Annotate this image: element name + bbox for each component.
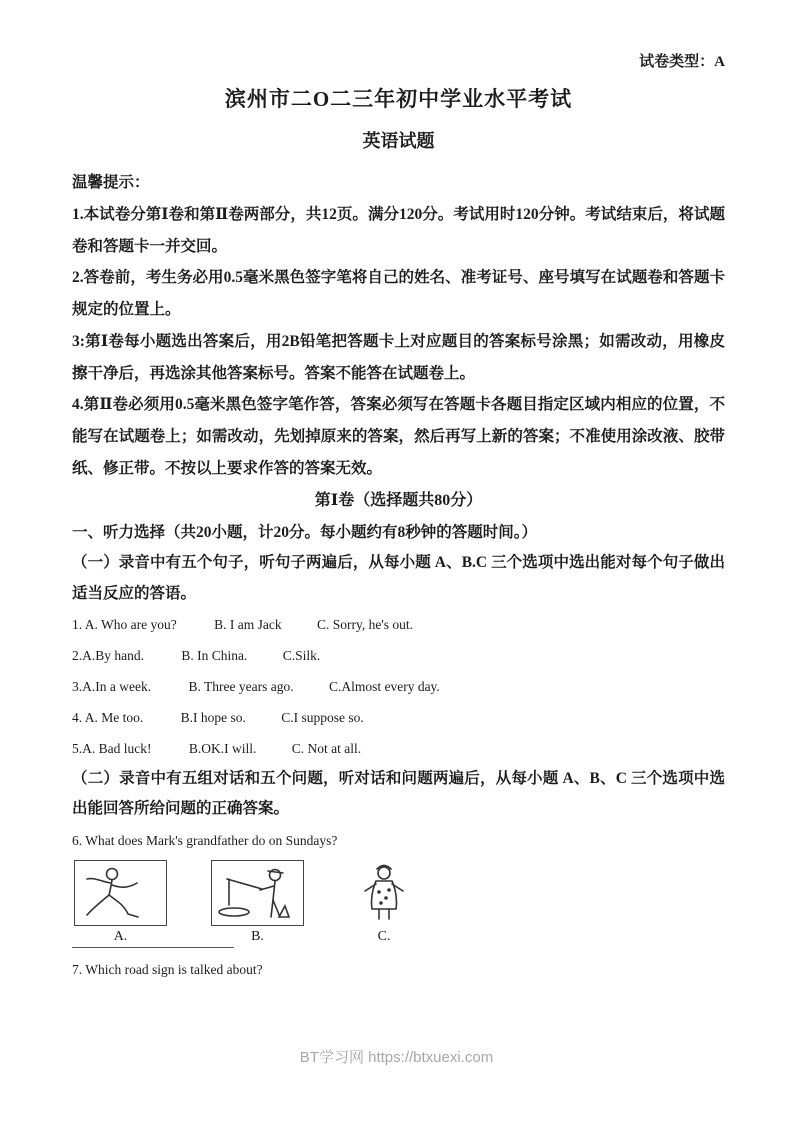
picture-label-b: B.: [251, 928, 264, 944]
picture-label-a: A.: [113, 928, 128, 944]
q5-option-c: C. Not at all.: [291, 741, 362, 757]
q4-option-b: B.I hope so.: [180, 710, 246, 725]
fishing-image: [211, 860, 304, 926]
taichi-drawing: [76, 862, 166, 924]
notice-1: 1.本试卷分第Ⅰ卷和第Ⅱ卷两部分，共12页。满分120分。考试用时120分钟。考试结束后，将试题卷和答题卡一并交回。: [72, 205, 725, 255]
q4-option-a: 4. A. Me too.: [72, 710, 144, 725]
part1-instruction: （一）录音中有五个句子，听句子两遍后，从每小题 A、B.C 三个选项中选出能对每个句子做出适当反应的答语。: [72, 554, 725, 602]
exam-subtitle: 英语试题: [362, 131, 435, 151]
q5-option-a: 5.A. Bad luck!: [72, 741, 152, 757]
grandmother-image: [348, 860, 420, 926]
question-row-5: [72, 733, 725, 764]
q1-option-a: 1. A. Who are you?: [72, 616, 177, 632]
q2-option-a: 2.A.By hand.: [72, 647, 144, 663]
question-row-3: [72, 671, 725, 702]
notice-3: 3:第Ⅰ卷每小题选出答案后，用2B铅笔把答题卡上对应题目的答案标号涂黑；如需改动，用橡皮擦干净后，再选涂其他答案标号。答案不能答在试题卷上。: [72, 332, 725, 382]
tips-heading: 温馨提示：: [72, 174, 150, 191]
part2-instruction: （二）录音中有五组对话和五个问题，听对话和问题两遍后，从每小题 A、B、C 三个选项中选出能回答所给问题的正确答案。: [72, 770, 725, 818]
watermark-footer: BT学习网 https://btxuexi.com: [299, 1049, 494, 1066]
section1-title: 第Ⅰ卷（选择题共80分）: [314, 491, 483, 509]
listening-heading: 一、听力选择（共20小题，计20分。每小题约有8秒钟的答题时间。）: [72, 523, 538, 541]
notice-2: 2.答卷前，考生务必用0.5毫米黑色签字笔将自己的姓名、准考证号、座号填写在试题卷和答题卡规定的位置上。: [72, 269, 725, 319]
question-6: 6. What does Mark's grandfather do on Sundays?: [72, 832, 338, 848]
q6-figure-b: [211, 860, 304, 945]
q1-option-c: C. Sorry, he's out.: [316, 616, 414, 632]
q3-option-a: 3.A.In a week.: [72, 678, 152, 694]
scan-artifact-line: [72, 947, 234, 948]
paper-type-label: 试卷类型：A: [639, 54, 725, 70]
picture-label-c: C.: [377, 928, 391, 944]
notice-4: 4.第Ⅱ卷必须用0.5毫米黑色签字笔作答，答案必须写在答题卡各题目指定区域内相应的位置，不能写在试题卷上；如需改动，先划掉原来的答案，然后再写上新的答案；不准使用涂改液、胶带纸、修正带。不按以上要求作答的答案无效。: [72, 396, 725, 477]
q3-option-c: C.Almost every day.: [328, 678, 440, 694]
q1-option-b: B. I am Jack: [214, 616, 282, 632]
taichi-image: [74, 860, 167, 926]
question-row-1: [72, 609, 725, 640]
question-row-2: [72, 640, 725, 671]
grandmother-drawing: [348, 862, 420, 924]
fishing-drawing: [213, 862, 303, 924]
exam-title: 滨州市二O二三年初中学业水平考试: [224, 87, 573, 111]
q4-option-c: C.I suppose so.: [281, 710, 364, 725]
q2-option-c: C.Silk.: [282, 647, 321, 663]
q3-option-b: B. Three years ago.: [188, 678, 294, 694]
question-7: 7. Which road sign is talked about?: [72, 961, 263, 977]
q5-option-b: B.OK.I will.: [188, 741, 257, 757]
q6-picture-row: [74, 860, 725, 945]
question-row-4: [72, 702, 725, 733]
q6-figure-c: [348, 860, 420, 945]
q6-figure-a: [74, 860, 167, 945]
q2-option-b: B. In China.: [181, 647, 248, 663]
